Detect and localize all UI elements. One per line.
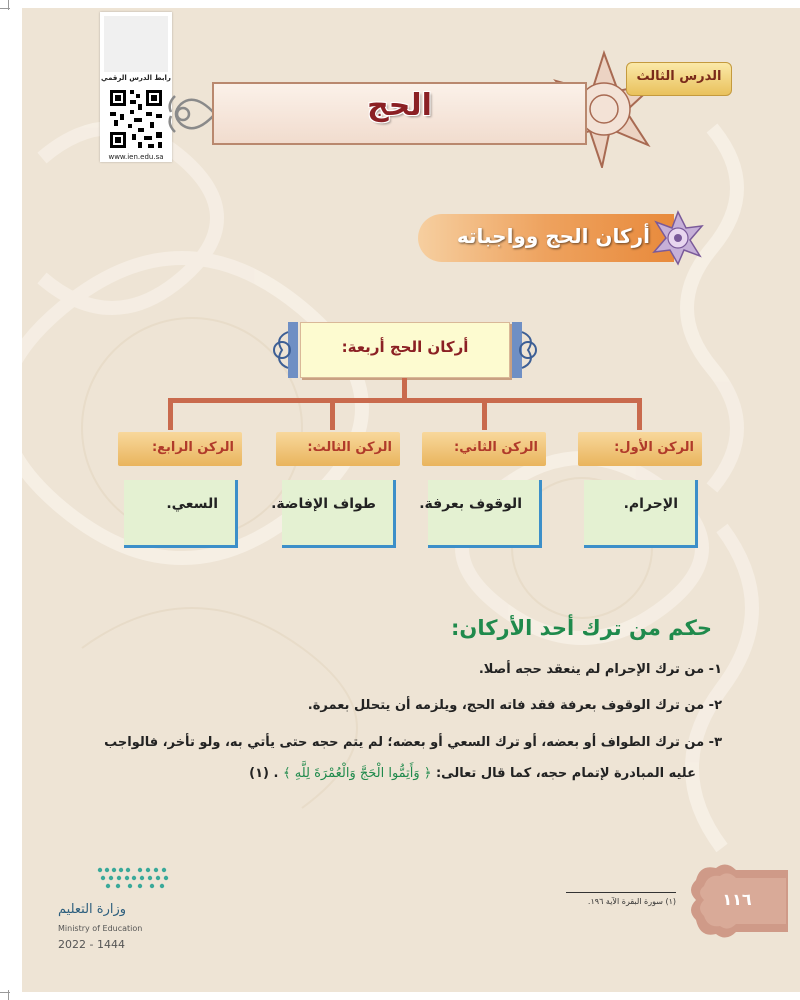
pillar-1-body-label: الإحرام. [623, 496, 678, 512]
pillar-3-body [282, 480, 396, 548]
footnote-divider [566, 892, 676, 893]
quran-verse: ﴿ وَأَتِمُّوا الْحَجَّ وَالْعُمْرَةَ لِلَّهِ ﴾ [282, 766, 432, 781]
ministry-year: 2022 - 1444 [58, 938, 125, 951]
connector-drop [168, 398, 173, 430]
crop-mark [8, 990, 9, 1000]
pillar-3-head-label: الركن الثالث: [307, 440, 392, 455]
lesson-tag-label: الدرس الثالث [636, 69, 722, 84]
section-heading: أركان الحج وواجباته [456, 224, 650, 248]
pillar-1-head-label: الركن الأول: [614, 440, 694, 455]
pillar-4-body [124, 480, 238, 548]
qr-url[interactable]: www.ien.edu.sa [108, 153, 164, 161]
connector-drop [482, 398, 487, 430]
pillar-2-head-label: الركن الثاني: [454, 440, 538, 455]
page-number: ١١٦ [722, 890, 752, 909]
ruling-item-3: ٣- من ترك الطواف أو بعضه، أو ترك السعي أو بعضه؛ لم يتم حجه حتى يأتي به، ولو تأخر، فالواجب [104, 735, 722, 750]
pillar-2-body-label: الوقوف بعرفة. [419, 496, 522, 512]
pillar-4-head-label: الركن الرابع: [151, 440, 234, 455]
ruling-heading: حكم من ترك أحد الأركان: [451, 616, 712, 640]
pillar-4-body-label: السعي. [166, 496, 218, 512]
connector-drop [330, 398, 335, 430]
ministry-logo-icon [96, 862, 170, 898]
right-ornament-icon [510, 318, 542, 382]
pillar-2-body [428, 480, 542, 548]
diagram-root-label: أركان الحج أربعة: [341, 338, 469, 356]
ministry-name-english: Ministry of Education [58, 924, 143, 933]
connector-stem [402, 378, 407, 400]
connector-drop [637, 398, 642, 430]
connector-bar [168, 398, 642, 403]
pillar-1-body [584, 480, 698, 548]
footnote-ref: . (١) [249, 766, 279, 781]
rosette-icon [650, 210, 706, 266]
crop-mark [8, 0, 9, 10]
ruling-item-2: ٢- من ترك الوقوف بعرفة فقد فاته الحج، ويلزمه أن يتحلل بعمرة. [307, 698, 722, 713]
footnote: (١) سورة البقرة الآية ١٩٦. [587, 897, 676, 906]
ruling-item-1: ١- من ترك الإحرام لم ينعقد حجه أصلا. [478, 662, 722, 677]
qr-top-fill [104, 16, 168, 72]
pillar-3-body-label: طواف الإفاضة. [271, 496, 376, 512]
left-ornament-icon [268, 318, 300, 382]
qr-label: رابط الدرس الرقمي [101, 74, 171, 82]
qr-code-icon[interactable] [108, 88, 164, 150]
ruling-item-3-continuation [249, 766, 696, 781]
ministry-name-arabic: وزارة التعليم [58, 902, 127, 917]
scroll-ornament-icon [165, 82, 217, 146]
qr-card[interactable] [100, 12, 172, 162]
page-title: الحج [367, 88, 432, 123]
continuation-text: عليه المبادرة لإتمام حجه، كما قال تعالى: [435, 766, 696, 781]
